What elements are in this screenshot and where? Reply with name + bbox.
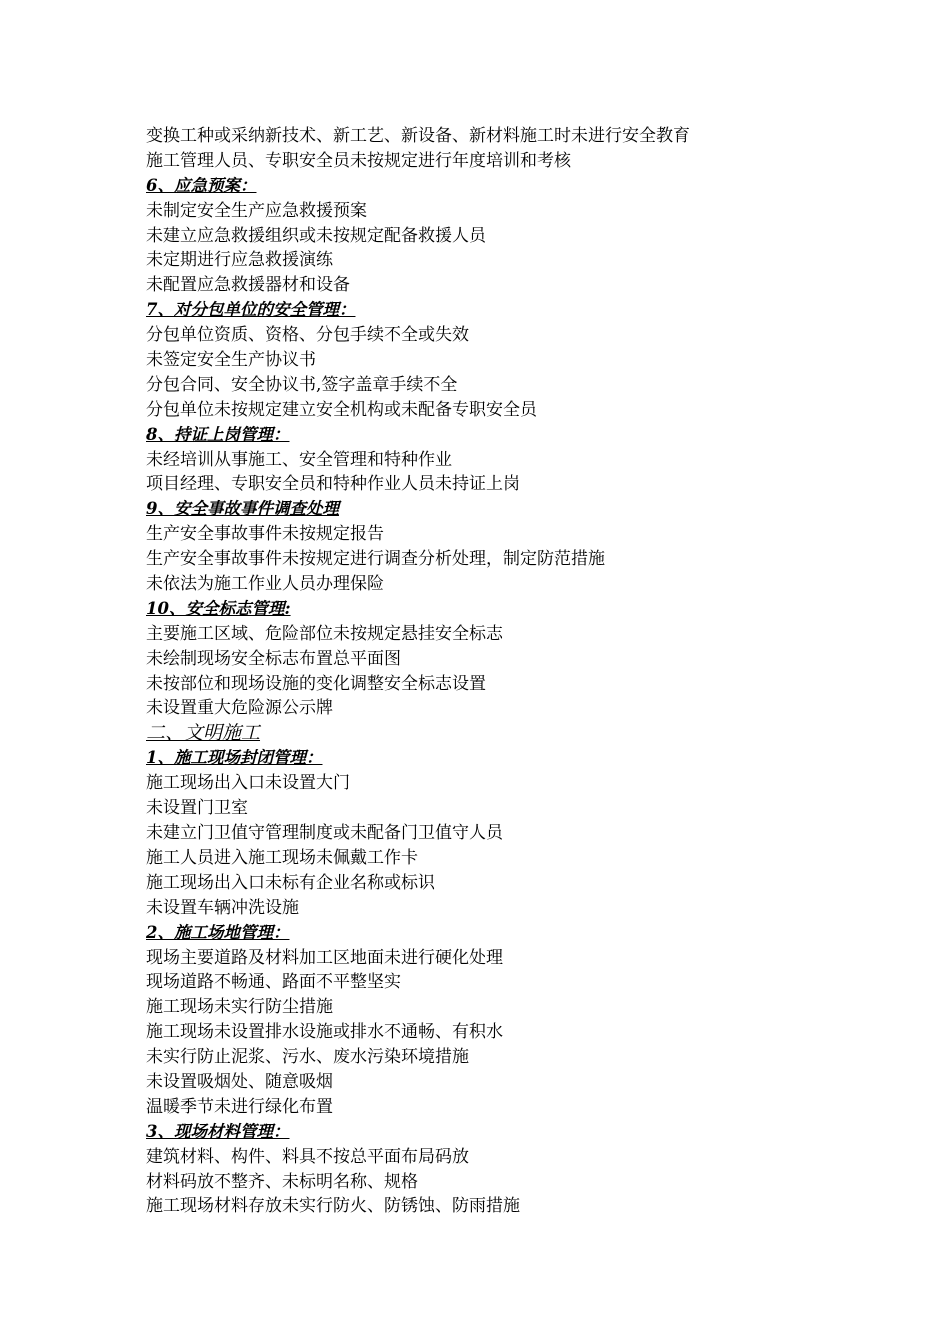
checklist-item: 未绘制现场安全标志布置总平面图 bbox=[146, 648, 401, 669]
checklist-item: 未建立门卫值守管理制度或未配备门卫值守人员 bbox=[146, 823, 503, 844]
subsection-heading: 8、持证上岗管理： bbox=[146, 424, 290, 444]
checklist-item: 现场主要道路及材料加工区地面未进行硬化处理 bbox=[146, 947, 503, 968]
checklist-item: 未设置重大危险源公示牌 bbox=[146, 698, 333, 719]
checklist-item: 未建立应急救援组织或未按规定配备救援人员 bbox=[146, 225, 486, 246]
checklist-item: 施工现场出入口未设置大门 bbox=[146, 773, 350, 794]
checklist-item: 施工现场出入口未标有企业名称或标识 bbox=[146, 872, 435, 893]
checklist-item: 未定期进行应急救援演练 bbox=[146, 250, 333, 271]
checklist-item: 未签定安全生产协议书 bbox=[146, 350, 316, 371]
subsection-heading: 7、对分包单位的安全管理： bbox=[146, 300, 356, 320]
checklist-item: 未实行防止泥浆、污水、废水污染环境措施 bbox=[146, 1047, 469, 1068]
checklist-item: 未依法为施工作业人员办理保险 bbox=[146, 574, 384, 595]
checklist-item: 未配置应急救援器材和设备 bbox=[146, 275, 350, 296]
checklist-item: 施工现场未设置排水设施或排水不通畅、有积水 bbox=[146, 1022, 503, 1043]
checklist-item: 分包单位未按规定建立安全机构或未配备专职安全员 bbox=[146, 399, 537, 420]
checklist-item: 未设置车辆冲洗设施 bbox=[146, 897, 299, 918]
checklist-item: 生产安全事故事件未按规定进行调查分析处理，制定防范措施 bbox=[146, 549, 605, 570]
checklist-item: 施工人员进入施工现场未佩戴工作卡 bbox=[146, 847, 418, 868]
checklist-item: 变换工种或采纳新技术、新工艺、新设备、新材料施工时未进行安全教育 bbox=[146, 126, 690, 146]
checklist-item: 未经培训从事施工、安全管理和特种作业 bbox=[146, 449, 452, 470]
checklist-item: 未设置门卫室 bbox=[146, 798, 248, 819]
checklist-item: 未设置吸烟处、随意吸烟 bbox=[146, 1071, 333, 1092]
checklist-item: 建筑材料、构件、料具不按总平面布局码放 bbox=[146, 1146, 469, 1167]
checklist-item: 生产安全事故事件未按规定报告 bbox=[146, 524, 384, 545]
checklist-item: 施工管理人员、专职安全员未按规定进行年度培训和考核 bbox=[146, 150, 571, 171]
section-title: 二、文明施工 bbox=[146, 722, 261, 745]
checklist-item: 未按部位和现场设施的变化调整安全标志设置 bbox=[146, 673, 486, 694]
subsection-heading: 1、施工现场封闭管理： bbox=[146, 748, 323, 768]
checklist-item: 未制定安全生产应急救援预案 bbox=[146, 200, 367, 221]
subsection-heading: 3、现场材料管理： bbox=[146, 1121, 290, 1141]
checklist-item: 施工现场未实行防尘措施 bbox=[146, 997, 333, 1018]
checklist-item: 材料码放不整齐、未标明名称、规格 bbox=[146, 1171, 418, 1192]
checklist-item: 分包合同、安全协议书,签字盖章手续不全 bbox=[146, 374, 458, 395]
checklist-item: 现场道路不畅通、路面不平整坚实 bbox=[146, 972, 401, 993]
subsection-heading: 9、安全事故事件调查处理 bbox=[146, 499, 339, 519]
checklist-item: 温暖季节未进行绿化布置 bbox=[146, 1096, 333, 1117]
checklist-item: 施工现场材料存放未实行防火、防锈蚀、防雨措施 bbox=[146, 1196, 520, 1217]
checklist-item: 项目经理、专职安全员和特种作业人员未持证上岗 bbox=[146, 474, 520, 495]
checklist-item: 分包单位资质、资格、分包手续不全或失效 bbox=[146, 325, 469, 346]
subsection-heading: 10、安全标志管理: bbox=[146, 598, 291, 618]
document-page bbox=[146, 124, 866, 1219]
subsection-heading: 6、应急预案： bbox=[146, 175, 257, 195]
checklist-item: 主要施工区域、危险部位未按规定悬挂安全标志 bbox=[146, 623, 503, 644]
subsection-heading: 2、施工场地管理： bbox=[146, 922, 290, 942]
